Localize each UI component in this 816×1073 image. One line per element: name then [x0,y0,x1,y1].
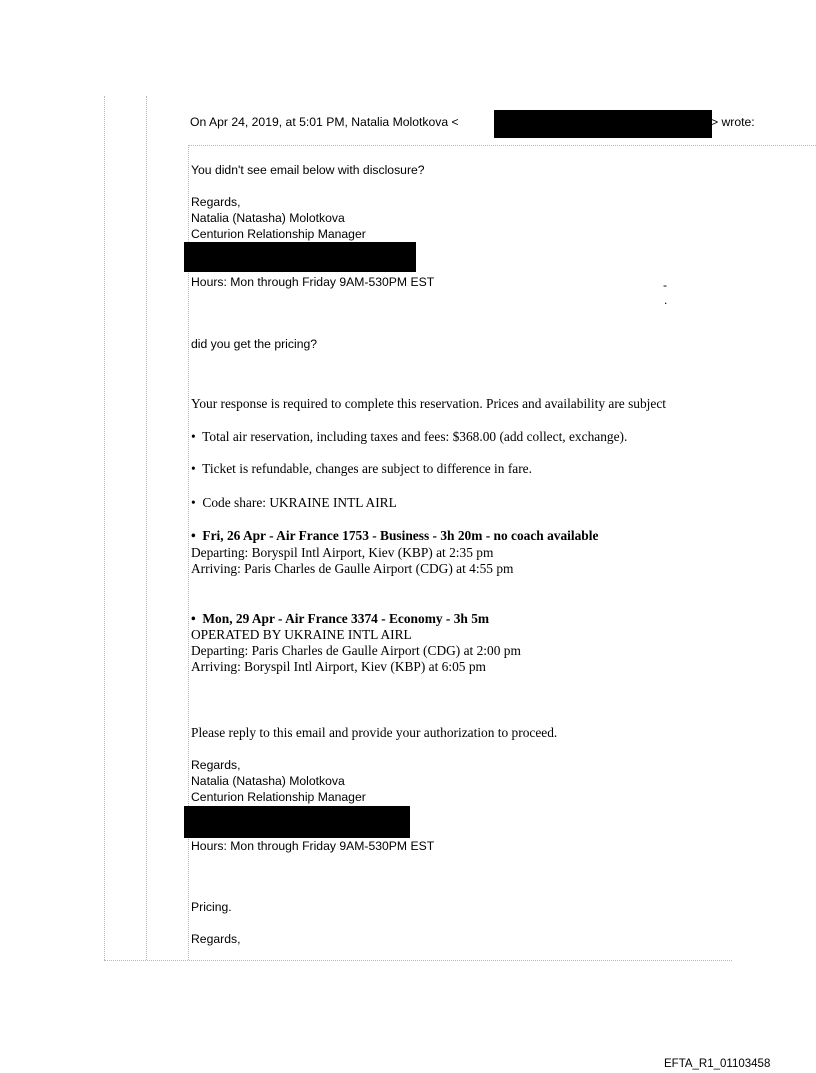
sig1-hours: Hours: Mon through Friday 9AM-530PM EST [191,275,435,289]
bullet-glyph: • [191,495,196,510]
sig2-hours: Hours: Mon through Friday 9AM-530PM EST [191,839,435,853]
flight2-heading [191,611,489,627]
header-prefix: On Apr 24, 2019, at 5:01 PM, Natalia Molotkova < [190,115,459,129]
flight2-depart: Departing: Paris Charles de Gaulle Airport (CDG) at 2:00 pm [191,643,521,658]
stray-dash: - [663,278,668,292]
bottom-border [104,960,732,961]
bullet-total: Total air reservation, including taxes and fees: $368.00 (add collect, exchange). [202,429,628,444]
outer-quote-border [104,96,105,960]
bullet-item [191,429,627,445]
email-header-line [190,115,459,130]
reply-top-border [188,145,816,146]
bullet-codeshare: Code share: UKRAINE INTL AIRL [202,495,397,510]
flight2-operated: OPERATED BY UKRAINE INTL AIRL [191,627,412,642]
flight1-heading-text: Fri, 26 Apr - Air France 1753 - Business - 3h 20m - no coach available [202,528,599,543]
inner-quote-border [146,96,147,960]
sig1-title: Centurion Relationship Manager [191,227,366,241]
stray-dot: . [664,293,668,307]
bullet-glyph: • [191,461,196,476]
reply-question: You didn't see email below with disclosure? [191,163,425,177]
reservation-intro: Your response is required to complete this reservation. Prices and availability are subject [191,396,666,411]
sig1-name: Natalia (Natasha) Molotkova [191,211,345,225]
redacted-email-address [494,110,712,138]
sig2-regards: Regards, [191,758,241,772]
flight1-arrive: Arriving: Paris Charles de Gaulle Airport (CDG) at 4:55 pm [191,561,514,576]
bullet-glyph: • [191,528,196,543]
closing-regards: Regards, [191,932,241,946]
header-suffix: > wrote: [711,115,755,129]
flight1-depart: Departing: Boryspil Intl Airport, Kiev (KBP) at 2:35 pm [191,545,494,560]
bullet-glyph: • [191,611,196,626]
flight2-heading-text: Mon, 29 Apr - Air France 3374 - Economy - 3h 5m [202,611,490,626]
sig2-title: Centurion Relationship Manager [191,790,366,804]
document-id: EFTA_R1_01103458 [664,1058,771,1070]
sig2-name: Natalia (Natasha) Molotkova [191,774,345,788]
closing-pricing: Pricing. [191,900,232,914]
redacted-phone-2 [184,806,410,838]
reply-request: Please reply to this email and provide your authorization to proceed. [191,725,558,740]
flight1-heading [191,528,598,544]
flight2-arrive: Arriving: Boryspil Intl Airport, Kiev (KBP) at 6:05 pm [191,659,486,674]
bullet-glyph: • [191,429,196,444]
bullet-refundable: Ticket is refundable, changes are subject to difference in fare. [202,461,532,476]
redacted-phone-1 [184,242,416,272]
bullet-item [191,461,532,477]
pricing-question: did you get the pricing? [191,337,318,351]
sig1-regards: Regards, [191,195,241,209]
bullet-item [191,495,397,511]
